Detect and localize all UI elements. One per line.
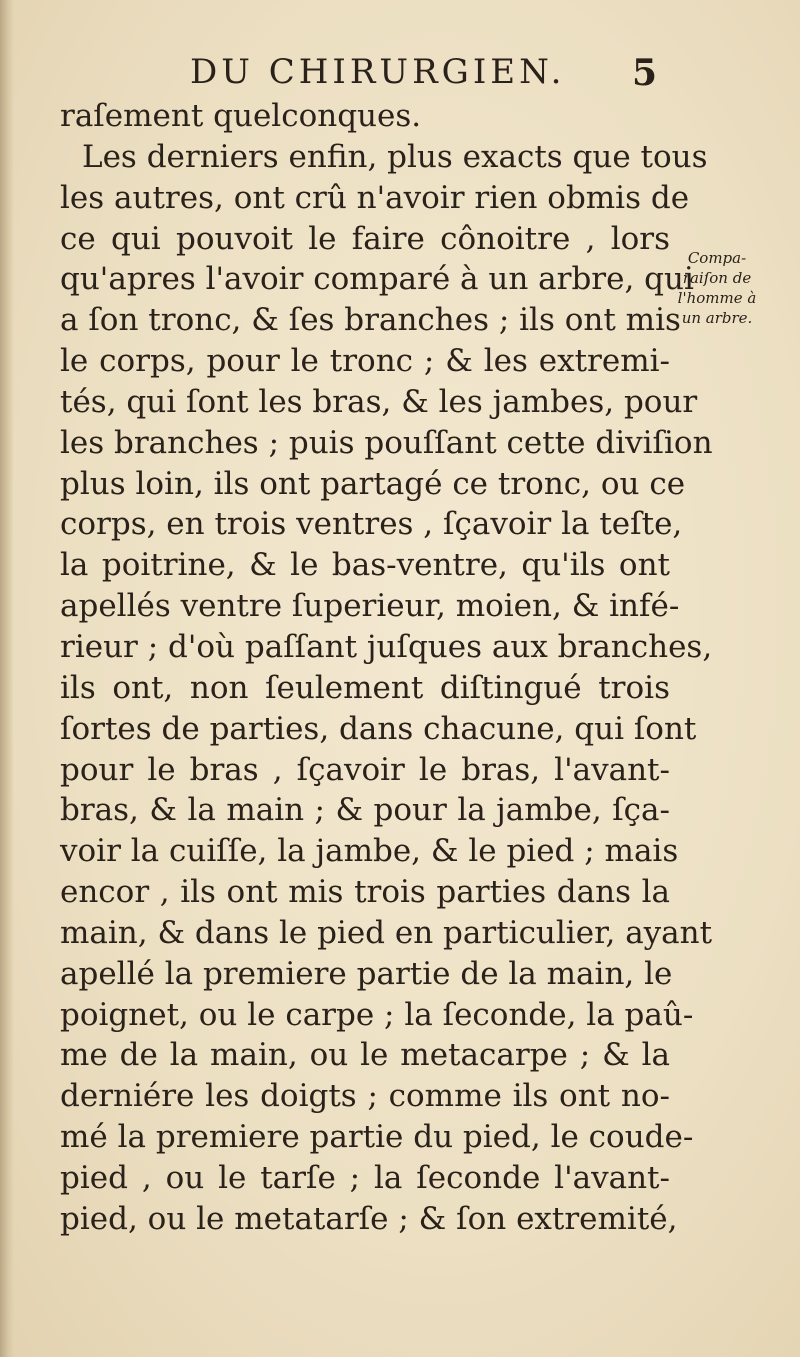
text-line: plus loin, ils ont partagé ce tronc, ou ce <box>60 465 686 502</box>
text-line: le corps, pour le tronc ; & les extremi- <box>60 343 670 380</box>
marginal-note-line: un arbre. <box>681 309 753 327</box>
text-line: Les derniers enfin, plus exacts que tous <box>82 138 708 175</box>
text-line: me de la main, ou le metacarpe ; & la <box>60 1037 670 1074</box>
text-line: pied, ou le metatarſe ; & ſon extremité, <box>60 1200 678 1237</box>
text-line: ils ont, non ſeulement diſtingué trois <box>60 669 670 706</box>
text-line: voir la cuiſſe, la jambe, & le pied ; mais <box>60 833 679 870</box>
text-line: les autres, ont crû n'avoir rien obmis de <box>60 179 690 216</box>
text-line: bras, & la main ; & pour la jambe, ſça- <box>60 792 670 829</box>
marginal-note <box>664 248 770 328</box>
text-line: ce qui pouvoit le faire cônoitre , lors <box>60 220 670 257</box>
text-line: derniére les doigts ; comme ils ont no- <box>60 1078 670 1115</box>
text-line: rieur ; d'où paſſant juſques aux branches, <box>60 628 713 665</box>
page-number: 5 <box>632 52 658 94</box>
text-line: ſortes de parties, dans chacune, qui ſont <box>60 710 697 747</box>
page-gutter-shadow <box>0 0 14 1357</box>
text-line: corps, en trois ventres , ſçavoir la teſte, <box>60 506 683 543</box>
text-line: a ſon tronc, & ſes branches ; ils ont mis <box>60 302 681 339</box>
text-line: apellés ventre ſuperieur, moien, & infé- <box>60 588 680 625</box>
marginal-note-line: Compa- <box>687 249 747 267</box>
text-line: encor , ils ont mis trois parties dans la <box>60 874 670 911</box>
text-line: pour le bras , ſçavoir le bras, l'avant- <box>60 751 670 788</box>
text-line: raſement quelconques. <box>60 98 422 134</box>
text-line: main, & dans le pied en particulier, ayant <box>60 914 713 951</box>
marginal-note-line: raiſon de <box>682 269 752 287</box>
text-line: pied , ou le tarſe ; la ſeconde l'avant- <box>60 1159 670 1196</box>
text-line: poignet, ou le carpe ; la ſeconde, la paû- <box>60 996 694 1033</box>
running-header: DU CHIRURGIEN. <box>190 52 566 92</box>
text-line: la poitrine, & le bas-ventre, qu'ils ont <box>60 547 670 584</box>
body-text <box>60 96 713 1240</box>
marginal-note-line: l'homme à <box>677 289 757 307</box>
text-line: mé la premiere partie du pied, le coude- <box>60 1119 694 1156</box>
text-line: qu'apres l'avoir comparé à un arbre, qui <box>60 261 694 298</box>
text-line: tés, qui ſont les bras, & les jambes, pour <box>60 383 698 420</box>
text-line: apellé la premiere partie de la main, le <box>60 955 673 992</box>
text-line: les branches ; puis pouſſant cette diviſion <box>60 424 713 461</box>
